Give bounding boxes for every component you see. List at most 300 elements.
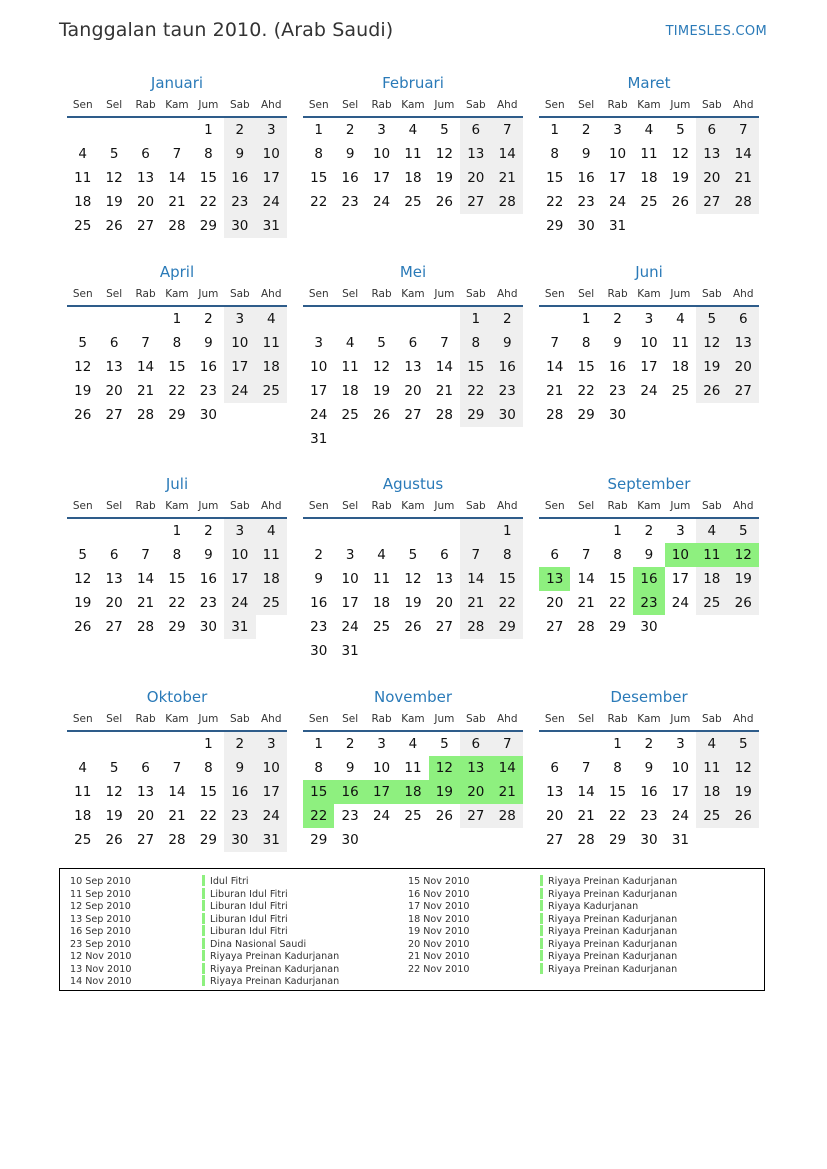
- holiday-marker-icon: [540, 925, 543, 936]
- day-cell: 5: [377, 335, 386, 351]
- day-cell: 1: [314, 736, 323, 752]
- day-cell: 17: [671, 784, 689, 800]
- day-cell: 17: [608, 170, 627, 186]
- day-cell: 27: [546, 832, 564, 848]
- day-cell: 1: [550, 122, 559, 138]
- empty-cell: [696, 214, 727, 238]
- day-cell: 31: [671, 832, 689, 848]
- day-cell: 19: [671, 170, 689, 186]
- day-cell: 5: [728, 731, 759, 756]
- day-cell: 29: [492, 615, 523, 639]
- legend-date: 18 Nov 2010: [408, 913, 470, 925]
- empty-cell: [397, 427, 428, 451]
- day-cell: 18: [696, 780, 727, 804]
- weekday-header: Sab: [224, 708, 255, 731]
- day-cell: 1: [581, 311, 591, 327]
- day-cell: 7: [172, 146, 182, 162]
- legend-date: 15 Nov 2010: [408, 876, 470, 887]
- day-cell: 21: [577, 808, 595, 824]
- day-cell: 22: [310, 194, 328, 210]
- day-cell: 1: [204, 122, 213, 138]
- weekday-header: Kam: [397, 708, 428, 731]
- weekday-header: Sen: [303, 94, 334, 117]
- legend-date: 17 Nov 2010: [408, 901, 470, 912]
- day-cell: 2: [492, 306, 523, 331]
- empty-cell: [98, 731, 129, 756]
- holiday-marker-icon: [540, 963, 543, 974]
- day-cell: 1: [172, 523, 182, 539]
- empty-cell: [130, 731, 161, 756]
- day-cell: 21: [435, 383, 453, 399]
- weekday-header: Sen: [539, 283, 570, 306]
- weekday-header: Jum: [429, 708, 460, 731]
- weekday-header: Jum: [429, 94, 460, 117]
- holiday-marker-icon: [540, 938, 543, 949]
- legend-item: [70, 950, 339, 963]
- day-cell: 10: [224, 543, 255, 567]
- day-cell: 5: [408, 547, 418, 563]
- day-cell: 26: [435, 808, 453, 824]
- empty-cell: [67, 117, 98, 142]
- day-cell: 16: [640, 784, 658, 800]
- day-cell: 19: [728, 567, 759, 591]
- empty-cell: [397, 639, 428, 663]
- day-cell: 10: [224, 331, 255, 355]
- day-cell: 15: [303, 780, 334, 804]
- empty-cell: [429, 518, 460, 543]
- day-cell: 1: [204, 736, 213, 752]
- day-cell: 24: [671, 808, 689, 824]
- empty-cell: [397, 518, 428, 543]
- holiday-marker-icon: [540, 900, 543, 911]
- day-cell: 17: [224, 567, 255, 591]
- empty-cell: [460, 828, 491, 852]
- day-cell: 8: [613, 547, 622, 563]
- day-cell: 15: [608, 571, 627, 587]
- day-cell: 25: [696, 804, 727, 828]
- holiday-marker-icon: [540, 950, 543, 961]
- day-cell: 1: [613, 736, 622, 752]
- day-cell: 23: [492, 379, 523, 403]
- weekday-header: Kam: [397, 495, 428, 518]
- day-cell: 17: [224, 355, 255, 379]
- empty-cell: [334, 306, 365, 331]
- weekday-header: Ahd: [728, 495, 759, 518]
- empty-cell: [429, 828, 460, 852]
- weekday-header: Jum: [193, 283, 224, 306]
- legend-column-left: [70, 875, 339, 988]
- day-cell: 15: [577, 359, 595, 375]
- day-cell: 16: [224, 166, 255, 190]
- empty-cell: [728, 403, 759, 427]
- weekday-header: Sen: [67, 283, 98, 306]
- month-mei: [303, 261, 523, 451]
- day-cell: 21: [168, 194, 186, 210]
- weekday-header: Kam: [633, 283, 664, 306]
- day-cell: 30: [577, 218, 595, 234]
- day-cell: 13: [136, 784, 155, 800]
- day-cell: 3: [676, 523, 685, 539]
- day-cell: 8: [613, 760, 622, 776]
- weekday-header: Rab: [602, 283, 633, 306]
- day-cell: 28: [728, 190, 759, 214]
- day-cell: 24: [224, 591, 255, 615]
- day-cell: 25: [404, 194, 422, 210]
- day-cell: 28: [168, 832, 186, 848]
- holiday-marker-icon: [202, 888, 205, 899]
- day-cell: 13: [546, 784, 564, 800]
- day-cell: 10: [372, 760, 391, 776]
- legend-item: [70, 975, 339, 988]
- weekday-header: Ahd: [256, 283, 287, 306]
- empty-cell: [161, 731, 192, 756]
- holiday-marker-icon: [202, 875, 205, 886]
- day-cell: 25: [256, 591, 287, 615]
- weekday-header: Jum: [193, 495, 224, 518]
- legend-item: [408, 875, 677, 888]
- day-cell: 27: [404, 407, 422, 423]
- day-cell: 23: [310, 619, 328, 635]
- weekday-header: Sab: [696, 495, 727, 518]
- day-cell: 22: [199, 808, 217, 824]
- day-cell: 20: [546, 595, 564, 611]
- empty-cell: [334, 427, 365, 451]
- legend-holiday-name: Liburan Idul Fitri: [210, 901, 288, 912]
- day-cell: 8: [172, 335, 182, 351]
- weekday-header: Sel: [334, 283, 365, 306]
- day-cell: 20: [546, 808, 564, 824]
- day-cell: 2: [204, 523, 213, 539]
- day-cell: 8: [492, 543, 523, 567]
- day-cell: 13: [539, 567, 570, 591]
- empty-cell: [303, 306, 334, 331]
- day-cell: 26: [74, 407, 92, 423]
- empty-cell: [696, 615, 727, 639]
- day-cell: 10: [310, 359, 328, 375]
- day-cell: 28: [168, 218, 186, 234]
- legend-holiday-name: Dina Nasional Saudi: [210, 938, 307, 950]
- day-cell: 3: [314, 335, 323, 351]
- day-cell: 14: [136, 571, 155, 587]
- day-cell: 21: [136, 383, 155, 399]
- weekday-header: Ahd: [256, 94, 287, 117]
- day-cell: 12: [728, 756, 759, 780]
- day-cell: 17: [310, 383, 328, 399]
- day-cell: 24: [671, 595, 689, 611]
- day-cell: 28: [546, 407, 564, 423]
- day-cell: 24: [640, 383, 658, 399]
- day-cell: 1: [172, 311, 182, 327]
- day-cell: 2: [345, 736, 355, 752]
- day-cell: 12: [435, 146, 453, 162]
- weekday-header: Sen: [303, 708, 334, 731]
- day-cell: 26: [696, 379, 727, 403]
- day-cell: 15: [168, 359, 186, 375]
- day-cell: 17: [372, 170, 391, 186]
- day-cell: 17: [341, 595, 359, 611]
- weekday-header: Ahd: [256, 708, 287, 731]
- legend-date: 16 Nov 2010: [408, 888, 470, 900]
- weekday-header: Jum: [665, 94, 696, 117]
- day-cell: 11: [372, 571, 391, 587]
- legend-item: [408, 913, 677, 926]
- month-name: Desember: [610, 688, 688, 706]
- day-cell: 26: [728, 591, 759, 615]
- day-cell: 24: [372, 194, 391, 210]
- legend-item: [408, 963, 677, 976]
- weekday-header: Sen: [303, 495, 334, 518]
- day-cell: 22: [168, 383, 186, 399]
- day-cell: 2: [224, 117, 255, 142]
- empty-cell: [696, 403, 727, 427]
- legend-item: [70, 875, 339, 888]
- day-cell: 6: [141, 146, 150, 162]
- legend-holiday-name: Riyaya Preinan Kadurjanan: [548, 876, 678, 887]
- month-name: November: [373, 688, 453, 706]
- day-cell: 6: [550, 760, 559, 776]
- day-cell: 9: [581, 146, 591, 162]
- month-maret: [539, 72, 759, 238]
- day-cell: 15: [492, 567, 523, 591]
- day-cell: 23: [608, 383, 627, 399]
- empty-cell: [460, 427, 491, 451]
- weekday-header: Rab: [130, 495, 161, 518]
- day-cell: 26: [435, 194, 453, 210]
- day-cell: 26: [372, 407, 391, 423]
- legend-date: 13 Nov 2010: [70, 963, 132, 975]
- day-cell: 8: [172, 547, 182, 563]
- day-cell: 1: [492, 518, 523, 543]
- weekday-header: Sab: [460, 283, 491, 306]
- day-cell: 26: [105, 832, 123, 848]
- empty-cell: [570, 731, 601, 756]
- weekday-header: Kam: [161, 495, 192, 518]
- day-cell: 20: [696, 166, 727, 190]
- weekday-header: Ahd: [492, 283, 523, 306]
- day-cell: 22: [303, 804, 334, 828]
- day-cell: 9: [224, 142, 255, 166]
- weekday-header: Sab: [696, 283, 727, 306]
- legend-date: 16 Sep 2010: [70, 926, 131, 937]
- day-cell: 21: [492, 780, 523, 804]
- day-cell: 5: [109, 146, 119, 162]
- day-cell: 3: [613, 122, 622, 138]
- weekday-header: Sab: [696, 94, 727, 117]
- empty-cell: [492, 427, 523, 451]
- empty-cell: [224, 403, 255, 427]
- legend-holiday-name: Idul Fitri: [210, 876, 249, 887]
- empty-cell: [67, 306, 98, 331]
- day-cell: 18: [671, 359, 689, 375]
- weekday-header: Rab: [602, 708, 633, 731]
- day-cell: 13: [105, 359, 123, 375]
- day-cell: 14: [460, 567, 491, 591]
- empty-cell: [366, 427, 397, 451]
- day-cell: 29: [310, 832, 328, 848]
- month-juli: [67, 473, 287, 639]
- empty-cell: [429, 306, 460, 331]
- weekday-header: Rab: [130, 708, 161, 731]
- legend-date: 23 Sep 2010: [70, 938, 131, 950]
- day-cell: 15: [168, 571, 186, 587]
- day-cell: 10: [341, 571, 359, 587]
- day-cell: 31: [341, 643, 359, 659]
- day-cell: 16: [608, 359, 627, 375]
- day-cell: 27: [435, 619, 453, 635]
- day-cell: 7: [728, 117, 759, 142]
- day-cell: 18: [341, 383, 359, 399]
- day-cell: 7: [172, 760, 182, 776]
- day-cell: 2: [314, 547, 323, 563]
- day-cell: 18: [74, 808, 92, 824]
- day-cell: 24: [372, 808, 391, 824]
- brand-link[interactable]: TIMESLES.COM: [665, 24, 767, 39]
- day-cell: 23: [640, 808, 658, 824]
- day-cell: 14: [168, 784, 186, 800]
- day-cell: 11: [671, 335, 689, 351]
- day-cell: 7: [141, 547, 150, 563]
- day-cell: 11: [74, 784, 92, 800]
- day-cell: 8: [204, 760, 213, 776]
- legend-holiday-name: Liburan Idul Fitri: [210, 888, 288, 900]
- empty-cell: [161, 117, 192, 142]
- day-cell: 6: [109, 335, 119, 351]
- day-cell: 20: [404, 383, 422, 399]
- day-cell: 28: [492, 190, 523, 214]
- day-cell: 29: [199, 218, 217, 234]
- weekday-header: Jum: [665, 283, 696, 306]
- day-cell: 3: [224, 306, 255, 331]
- weekday-header: Kam: [397, 94, 428, 117]
- day-cell: 14: [728, 142, 759, 166]
- day-cell: 18: [397, 780, 428, 804]
- day-cell: 9: [345, 760, 355, 776]
- legend-item: [408, 950, 677, 963]
- day-cell: 27: [696, 190, 727, 214]
- day-cell: 5: [440, 736, 449, 752]
- day-cell: 17: [366, 780, 397, 804]
- holiday-marker-icon: [202, 938, 205, 949]
- day-cell: 24: [256, 804, 287, 828]
- day-cell: 1: [314, 122, 323, 138]
- day-cell: 8: [550, 146, 559, 162]
- legend-column-right: [408, 875, 677, 975]
- weekday-header: Sel: [98, 283, 129, 306]
- weekday-header: Ahd: [492, 94, 523, 117]
- day-cell: 9: [204, 547, 213, 563]
- day-cell: 11: [696, 543, 727, 567]
- day-cell: 23: [577, 194, 595, 210]
- weekday-header: Sab: [460, 708, 491, 731]
- legend-date: 21 Nov 2010: [408, 951, 470, 962]
- legend-holiday-name: Riyaya Preinan Kadurjanan: [548, 951, 678, 962]
- day-cell: 8: [204, 146, 213, 162]
- legend-item: [70, 913, 339, 926]
- day-cell: 3: [224, 518, 255, 543]
- day-cell: 29: [546, 218, 564, 234]
- day-cell: 26: [404, 619, 422, 635]
- day-cell: 30: [224, 828, 255, 852]
- empty-cell: [492, 828, 523, 852]
- legend-item: [70, 925, 339, 938]
- day-cell: 5: [728, 518, 759, 543]
- day-cell: 6: [550, 547, 559, 563]
- day-cell: 19: [105, 194, 123, 210]
- day-cell: 30: [199, 407, 217, 423]
- weekday-header: Rab: [130, 283, 161, 306]
- day-cell: 10: [608, 146, 627, 162]
- weekday-header: Sel: [98, 94, 129, 117]
- weekday-header: Ahd: [492, 708, 523, 731]
- weekday-header: Jum: [429, 283, 460, 306]
- legend-date: 12 Sep 2010: [70, 901, 131, 912]
- legend-holiday-name: Riyaya Preinan Kadurjanan: [548, 938, 678, 950]
- day-cell: 4: [676, 311, 685, 327]
- weekday-header: Sen: [67, 495, 98, 518]
- weekday-header: Rab: [602, 495, 633, 518]
- day-cell: 1: [613, 523, 622, 539]
- weekday-header: Ahd: [492, 495, 523, 518]
- legend-holiday-name: Riyaya Preinan Kadurjanan: [210, 976, 340, 987]
- day-cell: 14: [492, 756, 523, 780]
- weekday-header: Kam: [161, 283, 192, 306]
- day-cell: 10: [256, 756, 287, 780]
- day-cell: 9: [644, 547, 654, 563]
- empty-cell: [256, 403, 287, 427]
- day-cell: 11: [341, 359, 359, 375]
- holiday-marker-icon: [202, 950, 205, 961]
- day-cell: 3: [345, 547, 355, 563]
- day-cell: 16: [199, 359, 217, 375]
- day-cell: 9: [613, 335, 622, 351]
- day-cell: 22: [168, 595, 186, 611]
- legend-item: [408, 888, 677, 901]
- weekday-header: Sel: [334, 94, 365, 117]
- month-februari: [303, 72, 523, 214]
- day-cell: 2: [644, 523, 654, 539]
- legend-holiday-name: Riyaya Kadurjanan: [548, 901, 639, 912]
- weekday-header: Sen: [67, 94, 98, 117]
- day-cell: 12: [105, 170, 123, 186]
- weekday-header: Kam: [161, 708, 192, 731]
- day-cell: 25: [74, 832, 92, 848]
- day-cell: 9: [644, 760, 654, 776]
- day-cell: 31: [224, 615, 255, 639]
- day-cell: 3: [377, 736, 386, 752]
- day-cell: 31: [310, 431, 328, 447]
- weekday-header: Rab: [602, 94, 633, 117]
- day-cell: 7: [492, 731, 523, 756]
- legend-date: 14 Nov 2010: [70, 976, 132, 987]
- weekday-header: Sab: [224, 283, 255, 306]
- legend-date: 10 Sep 2010: [70, 876, 131, 887]
- day-cell: 4: [408, 736, 418, 752]
- empty-cell: [397, 828, 428, 852]
- day-cell: 17: [256, 166, 287, 190]
- empty-cell: [130, 306, 161, 331]
- day-cell: 6: [460, 117, 491, 142]
- day-cell: 21: [546, 383, 564, 399]
- day-cell: 28: [460, 615, 491, 639]
- empty-cell: [460, 639, 491, 663]
- day-cell: 4: [377, 547, 386, 563]
- day-cell: 2: [345, 122, 355, 138]
- day-cell: 14: [136, 359, 155, 375]
- day-cell: 21: [136, 595, 155, 611]
- day-cell: 28: [435, 407, 453, 423]
- day-cell: 3: [256, 117, 287, 142]
- weekday-header: Sab: [460, 94, 491, 117]
